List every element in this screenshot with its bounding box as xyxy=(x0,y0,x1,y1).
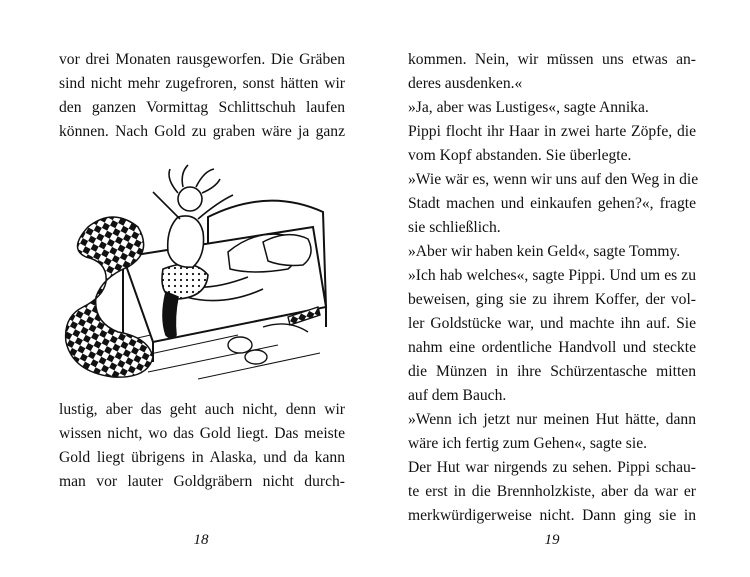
text-line: lustig, aber das geht auch nicht, denn wir xyxy=(59,401,345,418)
text-line: man vor lauter Goldgräbern nicht durch- xyxy=(59,473,345,490)
text-line: vor drei Monaten rausgeworfen. Die Gräben xyxy=(59,51,345,68)
text-line: sie schließlich. xyxy=(408,219,501,236)
text-line: merkwürdigerweise nicht. Dann ging sie in xyxy=(408,507,696,524)
text-line: ler Goldstücke war, und machte ihn auf. Sie xyxy=(408,315,696,332)
text-line: beweisen, ging sie zu ihrem Koffer, der vol- xyxy=(408,291,696,308)
text-line: auf dem Bauch. xyxy=(408,387,507,404)
page-number: 18 xyxy=(193,532,209,548)
text-line: Der Hut war nirgends zu sehen. Pippi schau- xyxy=(408,459,696,476)
text-line: sind nicht mehr zugefroren, sonst hätten wir xyxy=(59,75,345,92)
right-page xyxy=(375,0,750,577)
text-line: Pippi flocht ihr Haar in zwei harte Zöpfe, die xyxy=(408,123,696,140)
text-line: Stadt machen und einkaufen gehen?«, fragte xyxy=(408,195,696,212)
text-line: nahm eine ordentliche Handvoll und steckte xyxy=(408,339,696,356)
text-line: »Wenn ich jetzt nur meinen Hut hätte, dann xyxy=(408,411,696,428)
text-line: te erst in die Brennholzkiste, aber da war er xyxy=(408,483,696,500)
text-line: wissen nicht, wo das Gold liegt. Das meiste xyxy=(59,425,345,442)
text-line: kommen. Nein, wir müssen uns etwas an- xyxy=(408,51,696,68)
page-number: 19 xyxy=(544,532,560,548)
text-line: vom Kopf abstanden. Sie überlegte. xyxy=(408,147,632,164)
text-line: deres ausdenken.« xyxy=(408,75,523,92)
text-line: können. Nach Gold zu graben wäre ja ganz xyxy=(59,123,345,140)
text-line: »Ja, aber was Lustiges«, sagte Annika. xyxy=(408,99,649,116)
text-line: »Aber wir haben kein Geld«, sagte Tommy. xyxy=(408,243,681,260)
text-line: wäre ich fertig zum Gehen«, sagte sie. xyxy=(408,435,648,452)
text-line: die Münzen in ihre Schürzentasche mitten xyxy=(408,363,696,380)
text-line: Gold liegt übrigens in Alaska, und da kann xyxy=(59,449,345,466)
text-line: »Ich hab welches«, sagte Pippi. Und um es zu xyxy=(408,267,696,284)
text-line: den ganzen Vormittag Schlittschuh laufen xyxy=(59,99,345,116)
pippi-on-bed-illustration xyxy=(58,157,358,382)
text-line: »Wie wär es, wenn wir uns auf den Weg in die xyxy=(408,171,699,188)
